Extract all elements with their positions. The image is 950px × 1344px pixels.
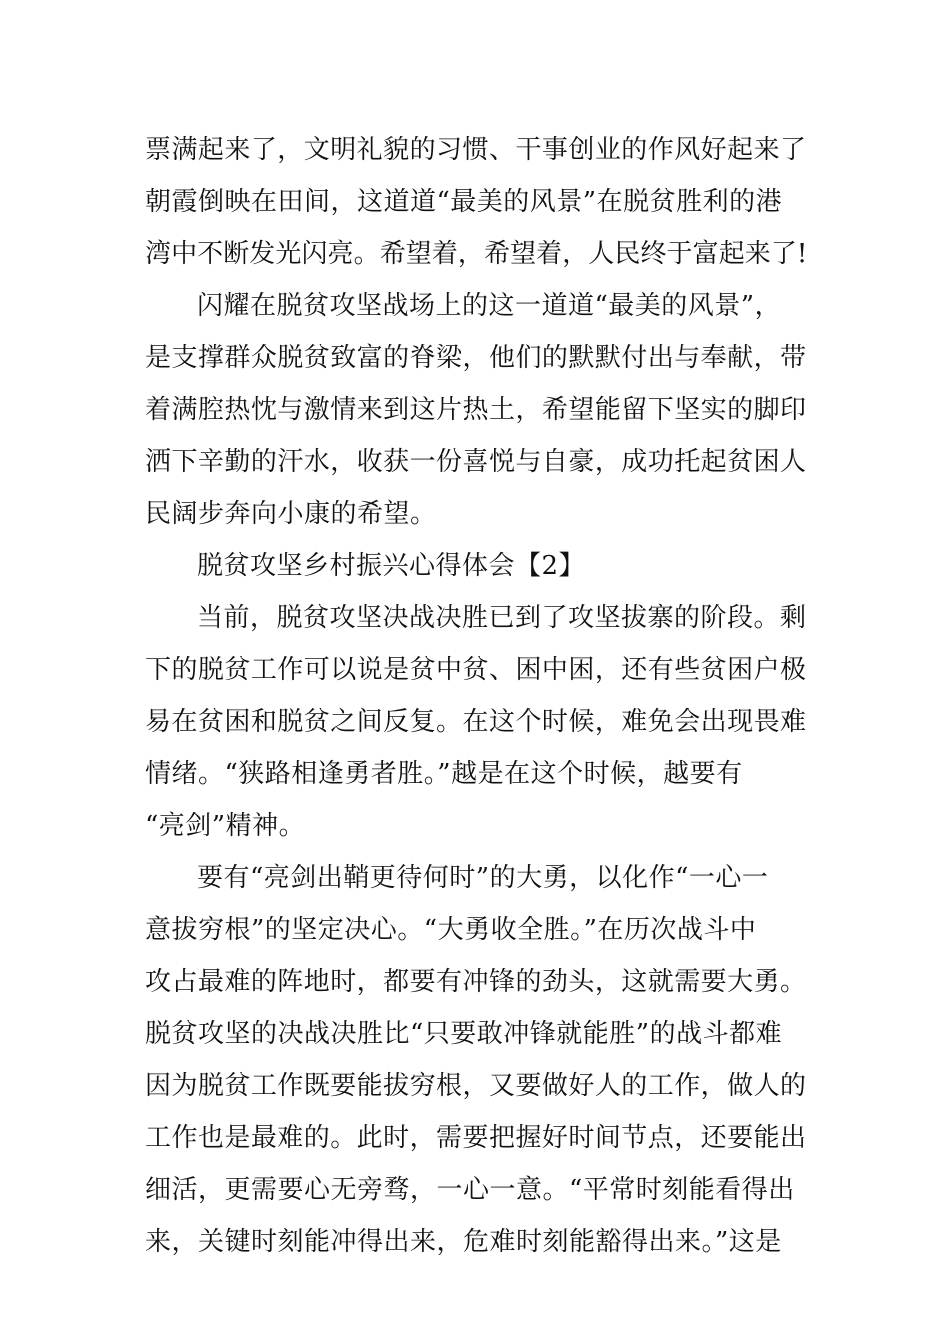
paragraph-start-line: 要有“亮剑出鞘更待何时”的大勇，以化作“一心一: [197, 863, 769, 893]
document-body: [145, 124, 807, 1268]
text-line: 着满腔热忱与激情来到这片热土，希望能留下坚实的脚印: [145, 395, 807, 425]
paragraph-start-line: 当前，脱贫攻坚决战决胜已到了攻坚拔寨的阶段。剩: [197, 603, 807, 633]
text-line: 因为脱贫工作既要能拔穷根，又要做好人的工作，做人的: [145, 1071, 807, 1101]
text-line: 易在贫困和脱贫之间反复。在这个时候，难免会出现畏难: [145, 707, 807, 737]
paragraph-start-line: 闪耀在脱贫攻坚战场上的这一道道“最美的风景”，: [197, 291, 782, 321]
text-line: 洒下辛勤的汗水，收获一份喜悦与自豪，成功托起贫困人: [145, 447, 807, 477]
text-line: 攻占最难的阵地时，都要有冲锋的劲头，这就需要大勇。: [145, 967, 807, 997]
text-line: 来，关键时刻能冲得出来，危难时刻能豁得出来。”这是: [145, 1227, 782, 1257]
text-line: 意拔穷根”的坚定决心。“大勇收全胜。”在历次战斗中: [145, 915, 757, 945]
text-line: 情绪。“狭路相逢勇者胜。”越是在这个时候，越要有: [145, 759, 743, 789]
text-line: 脱贫攻坚的决战决胜比“只要敢冲锋就能胜”的战斗都难: [145, 1019, 783, 1049]
text-line: 朝霞倒映在田间，这道道“最美的风景”在脱贫胜利的港: [145, 187, 783, 217]
text-line: 下的脱贫工作可以说是贫中贫、困中困，还有些贫困户极: [145, 655, 807, 685]
text-line: 民阔步奔向小康的希望。: [145, 499, 437, 529]
paragraph-start-line: 脱贫攻坚乡村振兴心得体会【2】: [197, 551, 586, 581]
text-line: 票满起来了，文明礼貌的习惯、干事创业的作风好起来了: [145, 135, 807, 165]
text-line: 细活，更需要心无旁骛，一心一意。“平常时刻能看得出: [145, 1175, 795, 1205]
text-line: “亮剑”精神。: [145, 811, 306, 841]
text-line: 工作也是最难的。此时，需要把握好时间节点，还要能出: [145, 1123, 807, 1153]
text-line: 是支撑群众脱贫致富的脊梁，他们的默默付出与奉献，带: [145, 343, 807, 373]
text-line: 湾中不断发光闪亮。希望着，希望着，人民终于富起来了!: [145, 239, 808, 269]
